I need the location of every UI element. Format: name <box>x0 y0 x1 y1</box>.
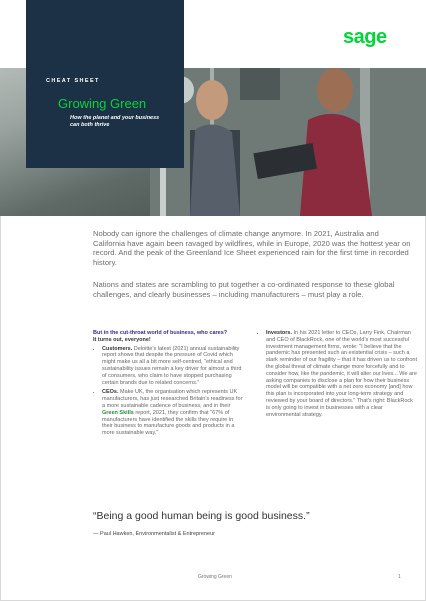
green-skills-link[interactable]: Green Skills <box>102 409 134 416</box>
item-text: In his 2021 letter to CEOs, Larry Fink, Chairman and CEO of BlackRock, one of the world's most successful investment management firms, wrote: "I believe that the pandemic has presented such an existential crisis – such a stark reminder of our fragility – that it has driven us to confront the global threat of climate change more forcefully and to consider how, like the pandemic, it will alter our lives... We are asking companies to disclose a plan for how their business model will be compatible with a net zero economy [and] how this plan is incorporated into your long-term strategy and reviewed by your board of directors." That's right: BlackRock is only going to invest in businesses with a clear environmental strategy. <box>266 330 418 418</box>
item-label: CEOs. <box>102 389 119 396</box>
right-column <box>257 330 417 421</box>
column-question: But in the cut-throat world of business, who cares? <box>93 330 228 336</box>
intro-paragraph-1: Nobody can ignore the challenges of climate change anymore. In 2021, Australia and California have again been ravaged by wildfires, while in Europe, 2020 was the hottest year on record. And the peak of the Greenland Ice Sheet experienced rain for the first time in recorded history. <box>93 229 411 267</box>
list-item-customers <box>102 346 245 387</box>
pull-quote: “Being a good human being is good business.” <box>93 510 310 522</box>
list-item-investors <box>266 330 417 418</box>
audience-list <box>93 346 245 437</box>
left-column <box>93 330 245 440</box>
cheat-sheet-kicker: CHEAT SHEET <box>46 78 100 84</box>
footer-title: Growing Green <box>198 574 232 580</box>
item-text: report, 2021, they confirm that "67% of manufacturers have identified the skills they require in their business to manufacture goods and products in a more sustainable way." <box>102 409 235 437</box>
item-text: Make UK, the organisation which represents UK manufacturers, has just researched Britain's readiness for a more sustainable cadence of business, and in their <box>102 389 243 409</box>
page-title: Growing Green <box>58 96 147 111</box>
quote-attribution: — Paul Hawken, Environmentalist & Entrepreneur <box>93 531 215 537</box>
sage-logo: sage <box>343 26 387 48</box>
column-answer: It turns out, everyone! <box>93 336 151 343</box>
title-panel <box>26 0 184 168</box>
item-label: Customers. <box>102 345 133 352</box>
page-subtitle: How the planet and your business can both thrive <box>70 115 160 128</box>
item-label: Investors. <box>266 330 292 336</box>
audience-list <box>257 330 417 418</box>
intro-paragraph-2: Nations and states are scrambling to put together a co-ordinated response to these global challenges, and clearly businesses – including manufacturers – must play a role. <box>93 280 395 299</box>
item-text: Deloitte's latest (2021) annual sustainability report shows that despite the pressure of Covid which might make us all a bit more self-centred, "ethical and sustainability issues remain a key driver for almost a third of consumers, who claim to have stopped purchasing certain brands due to related concerns." <box>102 345 242 386</box>
list-item-ceos <box>102 389 245 437</box>
page-number: 1 <box>398 574 401 580</box>
